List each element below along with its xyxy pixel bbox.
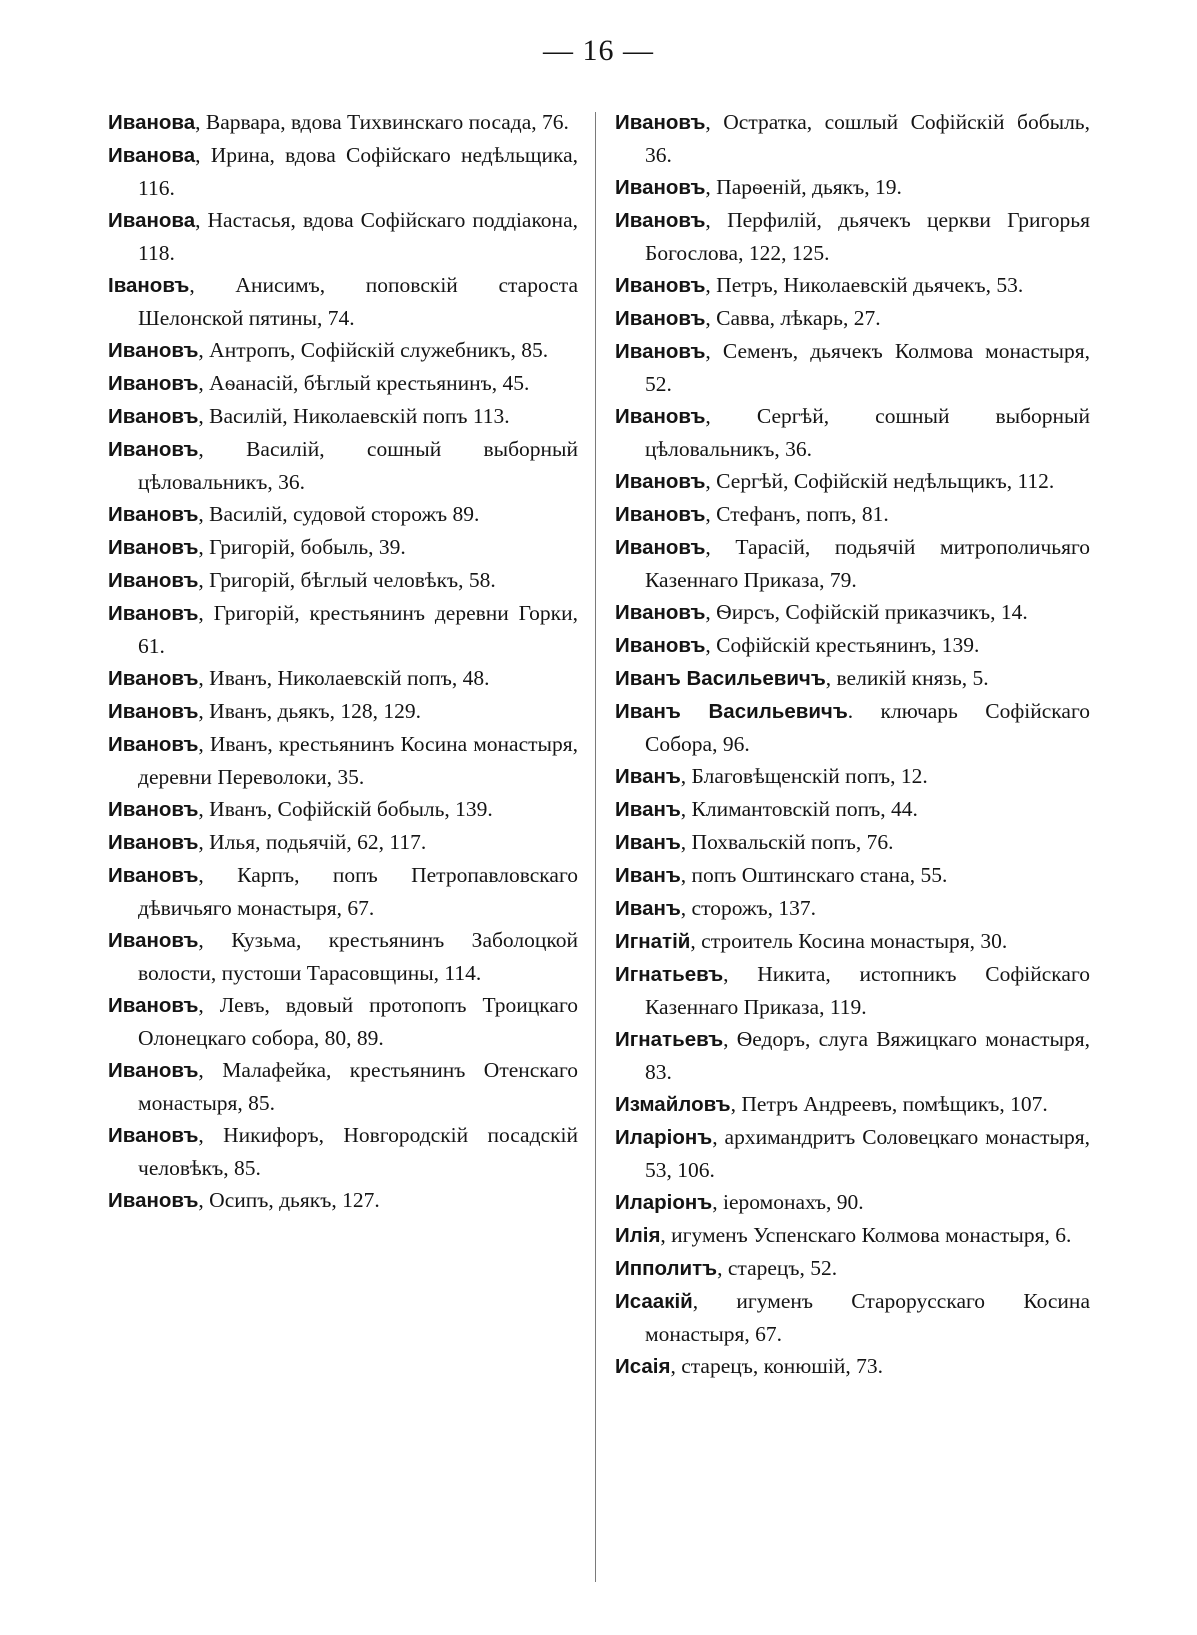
- index-entry: [615, 760, 1090, 793]
- entry-text: , іеромонахъ, 90.: [712, 1190, 864, 1214]
- entry-text: , Левъ, вдовый протопопъ Троицкаго Олонецкаго собора, 80, 89.: [138, 993, 578, 1050]
- entry-headword: Иванъ: [615, 864, 681, 887]
- index-entry: [615, 531, 1090, 596]
- entry-headword: Ивановъ: [615, 601, 706, 624]
- entry-text: , Тарасій, подьячій митрополичьяго Казеннаго Приказа, 79.: [645, 535, 1090, 592]
- index-entry: [615, 204, 1090, 269]
- entry-text: . ключарь Софійскаго Собора, 96.: [645, 699, 1090, 756]
- index-entry: [615, 1219, 1090, 1252]
- entry-text: , Семенъ, дьячекъ Колмова монастыря, 52.: [645, 339, 1090, 396]
- entry-headword: Ивановъ: [108, 372, 199, 395]
- entry-text: , Григорій, бобыль, 39.: [198, 535, 406, 559]
- index-entry: [615, 465, 1090, 498]
- entry-headword: Ивановъ: [108, 864, 199, 887]
- index-entry: [615, 1186, 1090, 1219]
- entry-headword: Иванова: [108, 144, 196, 167]
- entry-headword: Иванова: [108, 209, 196, 232]
- entry-headword: Иванъ: [615, 798, 681, 821]
- entry-headword: Иванова: [108, 111, 196, 134]
- index-entry: [615, 1088, 1090, 1121]
- index-entry: [108, 564, 578, 597]
- entry-text: , Благовѣщенскій попъ, 12.: [680, 764, 928, 788]
- entry-headword: Иларіонъ: [615, 1126, 713, 1149]
- index-entry: [615, 662, 1090, 695]
- index-entry: [108, 433, 578, 498]
- entry-text: , Иванъ, Николаевскій попъ, 48.: [198, 666, 490, 690]
- entry-text: , игуменъ Успенскаго Колмова монастыря, 6.: [660, 1223, 1072, 1247]
- index-entry: [615, 1121, 1090, 1186]
- entry-headword: Ивановъ: [615, 111, 706, 134]
- entry-text: , Сергѣй, сошный выборный цѣловальникъ, 36.: [645, 404, 1090, 461]
- entry-headword: Иванъ Васильевичъ: [615, 667, 826, 690]
- index-entry: [108, 793, 578, 826]
- entry-headword: Ивановъ: [615, 340, 706, 363]
- entry-text: , Григорій, крестьянинъ деревни Горки, 61.: [138, 601, 578, 658]
- entry-headword: Иванъ: [615, 765, 681, 788]
- entry-headword: Ивановъ: [108, 667, 199, 690]
- index-entry: [108, 695, 578, 728]
- index-entry: [108, 204, 578, 269]
- entry-headword: Ипполитъ: [615, 1257, 718, 1280]
- index-entry: [108, 859, 578, 924]
- index-entry: [615, 925, 1090, 958]
- entry-text: , Петръ, Николаевскій дьячекъ, 53.: [705, 273, 1024, 297]
- entry-text: , сторожъ, 137.: [680, 896, 816, 920]
- entry-text: , Иванъ, дьякъ, 128, 129.: [198, 699, 422, 723]
- entry-headword: Ивановъ: [108, 503, 199, 526]
- entry-text: , Остратка, сошлый Софійскій бобыль, 36.: [645, 110, 1090, 167]
- entry-text: , Аѳанасій, бѣглый крестьянинъ, 45.: [198, 371, 530, 395]
- index-entry: [108, 367, 578, 400]
- entry-text: , Софійскій крестьянинъ, 139.: [705, 633, 980, 657]
- entry-headword: Ивановъ: [615, 503, 706, 526]
- index-entry: [108, 1184, 578, 1217]
- column-divider: [595, 112, 596, 1582]
- entry-headword: Исаакій: [615, 1290, 693, 1313]
- entry-headword: Ивановъ: [108, 339, 199, 362]
- index-entry: [615, 793, 1090, 826]
- entry-headword: Ивановъ: [108, 536, 199, 559]
- entry-headword: Ивановъ: [108, 1189, 199, 1212]
- entry-text: , Петръ Андреевъ, помѣщикъ, 107.: [730, 1092, 1048, 1116]
- entry-headword: Ивановъ: [108, 602, 199, 625]
- entry-text: , Карпъ, попъ Петропавловскаго дѣвичьяго монастыря, 67.: [138, 863, 578, 920]
- entry-headword: Иванъ: [615, 831, 681, 854]
- entry-headword: Ивановъ: [108, 733, 199, 756]
- index-entry: [108, 989, 578, 1054]
- entry-headword: Ивановъ: [108, 438, 199, 461]
- entry-text: , Малафейка, крестьянинъ Отенскаго монастыря, 85.: [138, 1058, 578, 1115]
- entry-text: , Климантовскій попъ, 44.: [680, 797, 918, 821]
- index-entry: [108, 106, 578, 139]
- entry-headword: Ивановъ: [108, 994, 199, 1017]
- entry-text: , Парѳеній, дьякъ, 19.: [705, 175, 902, 199]
- index-entry: [615, 106, 1090, 171]
- entry-text: , игуменъ Старорусскаго Косина монастыря, 67.: [645, 1289, 1090, 1346]
- entry-text: , Варвара, вдова Тихвинскаго посада, 76.: [195, 110, 569, 134]
- entry-text: , Василій, Николаевскій попъ 113.: [198, 404, 510, 428]
- entry-text: , Анисимъ, поповскій староста Шелонской пятины, 74.: [138, 273, 578, 330]
- entry-headword: Ивановъ: [108, 700, 199, 723]
- index-entry: [615, 171, 1090, 204]
- entry-text: , Антропъ, Софійскій служебникъ, 85.: [198, 338, 549, 362]
- entry-headword: Иванъ Васильевичъ: [615, 700, 848, 723]
- entry-headword: Иванъ: [615, 897, 681, 920]
- index-entry: [615, 1023, 1090, 1088]
- entry-text: , Иванъ, крестьянинъ Косина монастыря, деревни Переволоки, 35.: [138, 732, 578, 789]
- entry-headword: Игнатьевъ: [615, 963, 724, 986]
- entry-text: , старецъ, 52.: [717, 1256, 838, 1280]
- index-entry: [108, 334, 578, 367]
- index-entry: [615, 629, 1090, 662]
- index-entry: [108, 269, 578, 334]
- index-entry: [615, 498, 1090, 531]
- index-entry: [108, 597, 578, 662]
- index-entry: [108, 139, 578, 204]
- entry-headword: Ивановъ: [615, 470, 706, 493]
- entry-text: , Савва, лѣкарь, 27.: [705, 306, 881, 330]
- entry-text: , Похвальскій попъ, 76.: [680, 830, 894, 854]
- index-entry: [615, 695, 1090, 760]
- entry-headword: Ивановъ: [108, 798, 199, 821]
- entry-text: , архимандритъ Соловецкаго монастыря, 53, 106.: [645, 1125, 1090, 1182]
- entry-text: , старецъ, конюшій, 73.: [670, 1354, 883, 1378]
- index-entry: [615, 302, 1090, 335]
- entry-headword: Игнатій: [615, 930, 691, 953]
- entry-text: , Кузьма, крестьянинъ Заболоцкой волости, пустоши Тарасовщины, 114.: [138, 928, 578, 985]
- entry-headword: Иларіонъ: [615, 1191, 713, 1214]
- entry-headword: Ивановъ: [108, 405, 199, 428]
- entry-headword: Игнатьевъ: [615, 1028, 724, 1051]
- entry-headword: Ивановъ: [615, 405, 706, 428]
- entry-headword: Илія: [615, 1224, 661, 1247]
- entry-headword: Ивановъ: [615, 176, 706, 199]
- entry-text: , Григорій, бѣглый человѣкъ, 58.: [198, 568, 496, 592]
- entry-headword: Івановъ: [108, 274, 190, 297]
- index-entry: [108, 826, 578, 859]
- entry-headword: Ивановъ: [615, 209, 706, 232]
- entry-text: , Настасья, вдова Софійскаго поддіакона, 118.: [138, 208, 578, 265]
- index-entry: [615, 1350, 1090, 1383]
- entry-text: , Василій, сошный выборный цѣловальникъ, 36.: [138, 437, 578, 494]
- index-entry: [615, 1285, 1090, 1350]
- entry-text: , Ирина, вдова Софійскаго недѣльщика, 116.: [138, 143, 578, 200]
- entry-text: , Илья, подьячій, 62, 117.: [198, 830, 427, 854]
- entry-text: , Никита, истопникъ Софійскаго Казеннаго Приказа, 119.: [645, 962, 1090, 1019]
- entry-headword: Измайловъ: [615, 1093, 731, 1116]
- index-entry: [615, 958, 1090, 1023]
- entry-headword: Ивановъ: [108, 1059, 199, 1082]
- index-entry: [108, 1119, 578, 1184]
- entry-headword: Ивановъ: [615, 536, 706, 559]
- index-entry: [615, 892, 1090, 925]
- entry-text: , Сергѣй, Софійскій недѣльщикъ, 112.: [705, 469, 1055, 493]
- left-column: [108, 106, 578, 1217]
- entry-text: , великій князь, 5.: [825, 666, 989, 690]
- index-entry: [108, 498, 578, 531]
- entry-text: , Никифоръ, Новгородскій посадскій человѣкъ, 85.: [138, 1123, 578, 1180]
- entry-headword: Ивановъ: [615, 307, 706, 330]
- entry-text: , Осипъ, дьякъ, 127.: [198, 1188, 380, 1212]
- index-entry: [615, 596, 1090, 629]
- entry-headword: Ивановъ: [108, 929, 199, 952]
- index-entry: [615, 400, 1090, 465]
- entry-text: , строитель Косина монастыря, 30.: [690, 929, 1008, 953]
- index-entry: [108, 1054, 578, 1119]
- entry-text: , попъ Оштинскаго стана, 55.: [680, 863, 948, 887]
- entry-headword: Ивановъ: [615, 634, 706, 657]
- index-entry: [108, 728, 578, 793]
- index-entry: [108, 924, 578, 989]
- index-entry: [615, 269, 1090, 302]
- index-entry: [615, 826, 1090, 859]
- entry-headword: Исаія: [615, 1355, 671, 1378]
- index-entry: [108, 662, 578, 695]
- entry-text: , Василій, судовой сторожъ 89.: [198, 502, 480, 526]
- entry-text: , Стефанъ, попъ, 81.: [705, 502, 889, 526]
- entry-text: , Ѳедоръ, слуга Вяжицкаго монастыря, 83.: [645, 1027, 1090, 1084]
- index-entry: [615, 335, 1090, 400]
- entry-headword: Ивановъ: [108, 831, 199, 854]
- right-column: [615, 106, 1090, 1383]
- entry-text: , Перфилій, дьячекъ церкви Григорья Богослова, 122, 125.: [645, 208, 1090, 265]
- entry-headword: Ивановъ: [615, 274, 706, 297]
- entry-text: , Иванъ, Софійскій бобыль, 139.: [198, 797, 493, 821]
- index-entry: [108, 531, 578, 564]
- index-entry: [615, 1252, 1090, 1285]
- page-number: — 16 —: [543, 34, 654, 67]
- entry-headword: Ивановъ: [108, 1124, 199, 1147]
- entry-text: , Ѳирсъ, Софійскій приказчикъ, 14.: [705, 600, 1028, 624]
- index-entry: [615, 859, 1090, 892]
- index-entry: [108, 400, 578, 433]
- entry-headword: Ивановъ: [108, 569, 199, 592]
